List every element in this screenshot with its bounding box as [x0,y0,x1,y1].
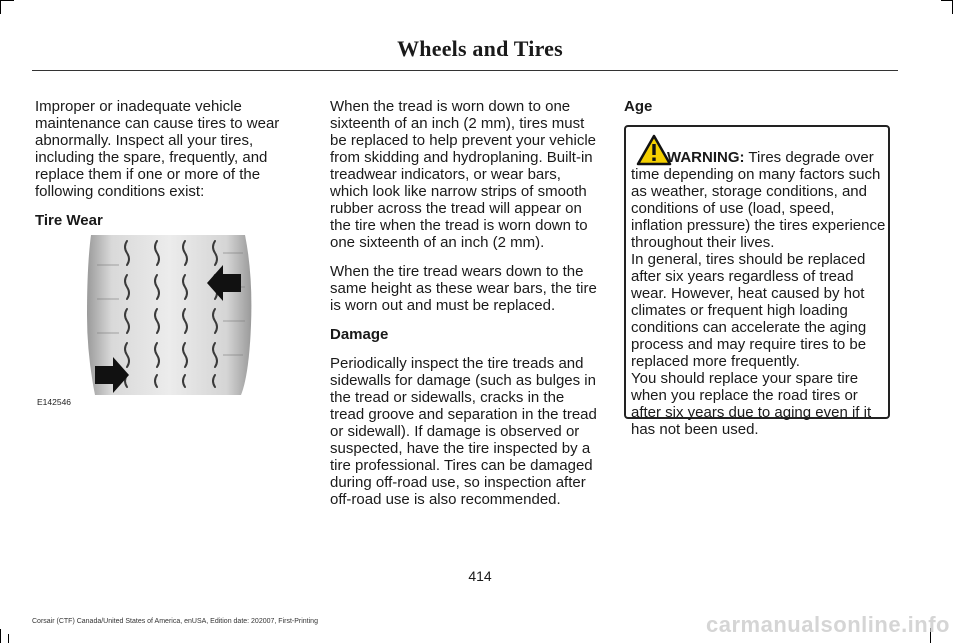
tire-tread-illustration [35,235,263,410]
tire-wear-heading: Tire Wear [35,212,103,229]
crop-mark [0,629,1,643]
warning-paragraph-2: In general, tires should be replaced after six years regardless of tread wear. However, heat caused by hot climates or frequent high loading conditions can accelerate the aging process and may require tires to be replaced more frequently. [631,251,867,370]
header-divider [32,70,898,71]
tire-tread-figure [35,235,263,410]
column-1 [35,98,293,241]
warning-text [631,149,889,438]
damage-paragraph: Periodically inspect the tire treads and sidewalls for damage (such as bulges in the tread or sidewalls, cracks in the tread groove and separation in the tread or sidewall). If damage is observed or suspected, have the tire inspected by a tire professional. Tires can be damaged during off-road use, so inspection after off-road use is also recommended. [330,355,597,508]
page-title: Wheels and Tires [397,36,563,61]
page-number: 414 [468,568,492,584]
wear-bars-paragraph: When the tire tread wears down to the same height as these wear bars, the tire is worn out and must be replaced. [330,263,597,314]
crop-mark [941,0,953,1]
tread-paragraph: When the tread is worn down to one sixteenth of an inch (2 mm), tires must be replaced to help prevent your vehicle from skidding and hydroplaning. Built-in treadwear indicators, or wear bars, which look like narrow strips of smooth rubber across the tread will appear on the tire when the tread is worn down to one sixteenth of an inch (2 mm). [330,98,597,251]
footer-edition: Corsair (CTF) Canada/United States of America, enUSA, Edition date: 202007, First-Printing [32,618,318,625]
crop-mark [0,0,1,14]
warning-paragraph-1 [631,149,889,251]
column-3 [624,98,894,127]
crop-mark [0,0,14,1]
warning-box [624,125,890,438]
warning-paragraph-1-text: Tires degrade over time depending on many factors such as weather, storage conditions, and conditions of use (load, speed, inflation pressure) the tires experience throughout their lives. [631,149,886,251]
crop-mark [952,0,953,14]
warning-label: WARNING: [667,149,745,166]
intro-paragraph: Improper or inadequate vehicle maintenance can cause tires to wear abnormally. Inspect all your tires, including the spare, frequently, and replace them if one or more of the following conditions exist: [35,98,280,200]
age-heading: Age [624,98,653,115]
warning-paragraph-3: You should replace your spare tire when you replace the road tires or after six years due to aging even if it has not been used. [631,370,872,438]
damage-heading: Damage [330,326,389,343]
watermark: carmanualsonline.info [706,612,950,637]
crop-mark [8,634,9,643]
arrow-left-icon [207,265,241,301]
figure-label: E142546 [37,397,72,407]
arrow-right-icon [95,357,129,393]
column-2 [330,98,602,520]
